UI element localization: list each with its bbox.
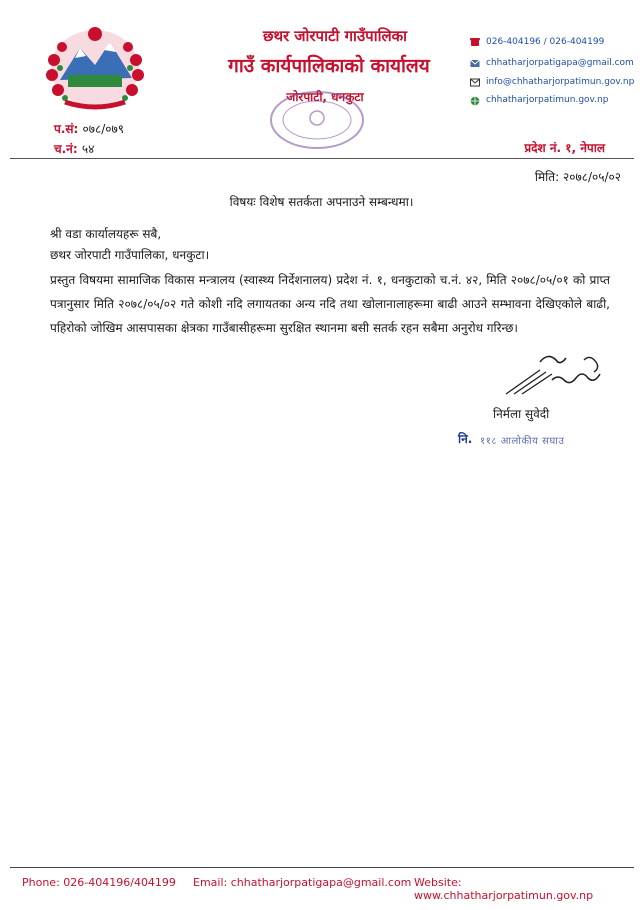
addressee-line-2: छथर जोरपाटी गाउँपालिका, धनकुटा। bbox=[50, 248, 210, 262]
ps-value: ०७८/०७९ bbox=[82, 122, 124, 136]
envelope-icon bbox=[470, 78, 480, 87]
cn-number bbox=[54, 140, 94, 157]
dispatch-stamp: ११८ आलोकीय सघाउ bbox=[480, 436, 565, 447]
footer-website[interactable]: Website: www.chhatharjorpatimun.gov.np bbox=[414, 876, 594, 902]
ps-label: प.सं: bbox=[54, 122, 79, 136]
letter-date: मिति: २०७८/०५/०२ bbox=[534, 170, 621, 184]
letter-body: प्रस्तुत विषयमा सामाजिक विकास मन्त्रालय (स्वास्थ्य निर्देशनालय) प्रदेश नं. १, धनकुटाको च.नं. ४२, मिति २०७८/०५/०१ को प्राप्त पत्रानुसार मिति २०७८/०५/०२ गते कोशी नदि लगायतका अन्य नदि तथा खोलानालाहरूमा बाढी आउने सम्भावना देखिएकोले बाढी, पहिरोको जोखिम आसपासका क्षेत्रका गाउँबासीहरूमा सुरक्षित स्थानमा बसी सतर्क रहन सबैमा अनुरोध गरिन्छ। bbox=[50, 273, 610, 335]
office-seal-stamp bbox=[262, 82, 372, 152]
contact-phone bbox=[470, 37, 604, 47]
letter-subject: विषयः विशेष सतर्कता अपनाउने सम्बन्धमा। bbox=[229, 195, 414, 209]
contact-phone-text: 026-404196 / 026-404199 bbox=[486, 37, 605, 47]
province-label: प्रदेश नं. १, नेपाल bbox=[524, 141, 605, 155]
globe-icon bbox=[470, 96, 480, 105]
phone-icon bbox=[470, 38, 480, 47]
mail-icon bbox=[470, 59, 480, 68]
footer-divider bbox=[10, 867, 634, 868]
ps-number bbox=[54, 120, 124, 137]
nepal-emblem-logo bbox=[40, 20, 150, 112]
footer-phone: Phone: 026-404196/404199 bbox=[22, 876, 176, 889]
addressee-line-1: श्री वडा कार्यालयहरू सबै, bbox=[50, 227, 162, 241]
office-name: गाउँ कार्यपालिकाको कार्यालय bbox=[228, 55, 430, 77]
contact-website-text[interactable]: chhatharjorpatimun.gov.np bbox=[486, 95, 609, 105]
cn-label: च.नं: bbox=[54, 142, 78, 156]
municipality-name: छथर जोरपाटी गाउँपालिका bbox=[262, 27, 408, 45]
header-divider bbox=[10, 158, 634, 159]
contact-email-2[interactable] bbox=[470, 77, 634, 87]
contact-email-1[interactable] bbox=[470, 58, 634, 68]
dispatch-label: नि. bbox=[458, 432, 473, 446]
handwritten-signature bbox=[500, 350, 605, 398]
contact-email-2-text[interactable]: info@chhatharjorpatimun.gov.np bbox=[486, 77, 635, 87]
contact-website[interactable] bbox=[470, 95, 608, 105]
office-location: जोरपाटी, धनकुटा bbox=[286, 90, 364, 104]
contact-email-1-text[interactable]: chhatharjorpatigapa@gmail.com bbox=[486, 58, 634, 68]
cn-value: ५४ bbox=[81, 142, 95, 156]
signer-name: निर्मला सुवेदी bbox=[493, 407, 550, 421]
footer-email[interactable]: Email: chhatharjorpatigapa@gmail.com bbox=[193, 876, 412, 889]
